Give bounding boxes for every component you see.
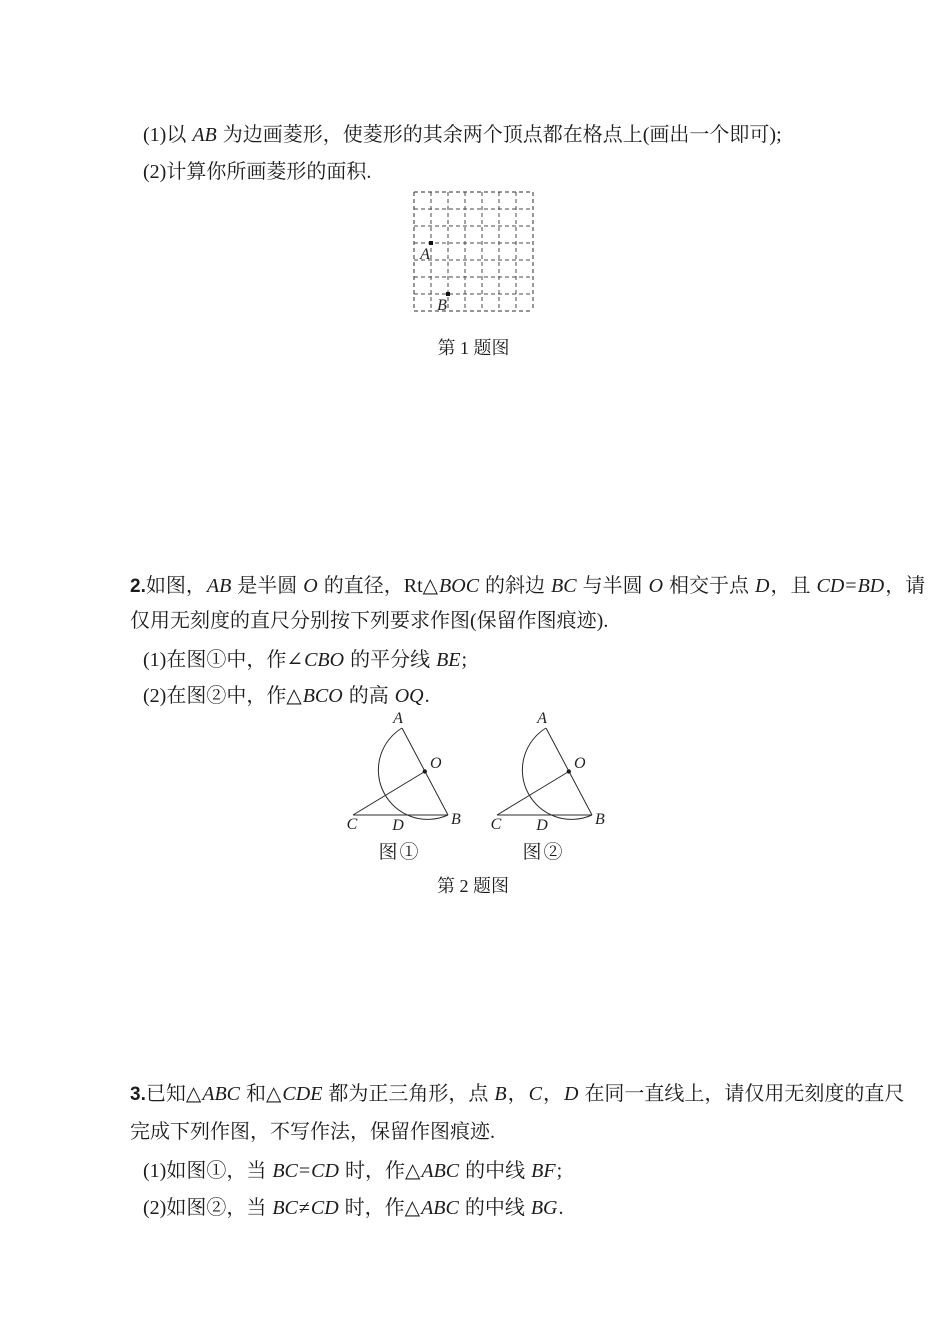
text-run: = [845,575,857,597]
problem2-statement-line-2 [130,610,608,632]
subfigure1-caption: 图① [378,842,421,863]
text-run: . [558,1197,564,1219]
grid-point-label: B [437,297,447,314]
math-text: AB [206,575,232,597]
text-run: 在同一直线上，请仅用无刻度的直尺 [579,1083,905,1105]
math-text: BE [436,649,461,671]
math-text: CD [310,1197,339,1219]
math-text: O [303,575,318,597]
text-run: ，且 [770,575,816,597]
math-text: BF [531,1160,556,1182]
figure2-caption: 第 2 题图 [437,876,509,896]
label-A: A [537,710,547,727]
math-text: BC [551,575,577,597]
math-text: BD [857,575,885,597]
label-C: C [490,816,502,833]
text-run: 的高 [343,685,394,707]
problem3-item-2 [143,1197,564,1219]
segment-CO [497,772,569,816]
text-run: (2)在图②中，作△ [143,685,302,707]
text-run: . [424,685,430,707]
text-run: 为边画菱形，使菱形的其余两个顶点都在格点上(画出一个即可); [217,124,782,146]
center-point-O [567,769,571,773]
text-run: 如图， [145,575,206,597]
math-text: B [494,1083,507,1105]
text-run: 的中线 [460,1160,531,1182]
grid-point-dot [446,292,450,296]
label-B: B [451,811,461,828]
text-run: 时，作△ [339,1160,421,1182]
problem2-item-1 [143,649,467,671]
math-text: BC [272,1197,298,1219]
text-run: = [298,1160,311,1182]
label-D: D [392,817,404,834]
problem2-item-2 [143,685,430,707]
text-run: (1)以 [143,124,192,146]
label-A: A [393,710,403,727]
label-O: O [574,755,586,772]
semicircle-figure-2 [476,706,611,838]
math-text: C [528,1083,542,1105]
problem-number: 3. [130,1084,146,1105]
text-run: ，请 [885,575,926,597]
text-run: ; [461,649,468,671]
problem1-item-2 [143,161,371,183]
math-text: OQ [394,685,424,707]
label-O: O [430,755,442,772]
text-run: 是半圆 [232,575,303,597]
center-point-O [423,769,427,773]
problem1-item-1 [143,124,782,146]
problem2-statement-line-1 [130,575,925,598]
text-run: 和△ [241,1083,282,1105]
math-text: BC [272,1160,298,1182]
text-run: ， [507,1083,528,1105]
math-text: CBO [304,649,345,671]
text-run: ， [542,1083,563,1105]
problem-number: 2. [130,576,146,597]
grid-point-dot [429,241,433,245]
text-run: 的平分线 [345,649,436,671]
figure1-caption: 第 1 题图 [437,338,510,358]
math-text: O [648,575,664,597]
math-text: ABC [202,1083,241,1105]
text-run: (2)如图②，当 [143,1197,272,1219]
grid-figure [411,189,536,314]
math-text: BG [530,1197,558,1219]
label-B: B [595,811,605,828]
math-text: D [755,575,770,597]
math-text: ABC [421,1160,460,1182]
math-text: AB [192,124,217,146]
text-run: (1)在图①中，作∠ [143,649,304,671]
subfigure2-caption: 图② [522,842,565,863]
text-run: 都为正三角形，点 [323,1083,494,1105]
math-text: CD [311,1160,339,1182]
text-run: 的斜边 [480,575,551,597]
text-run: (1)如图①，当 [143,1160,272,1182]
text-run: ≠ [298,1197,310,1219]
math-text: CDE [282,1083,323,1105]
semicircle-figure-1 [332,706,467,838]
text-run: 已知△ [145,1083,202,1105]
text-run: 时，作△ [339,1197,421,1219]
text-run: 仅用无刻度的直尺分别按下列要求作图(保留作图痕迹). [130,610,609,632]
label-C: C [346,816,358,833]
text-run: 完成下列作图，不写作法，保留作图痕迹. [130,1121,495,1143]
problem3-item-1 [143,1160,562,1182]
math-text: D [563,1083,579,1105]
math-text: BCO [302,685,343,707]
text-run: 的中线 [459,1197,530,1219]
math-text: ABC [421,1197,459,1219]
text-run: ; [556,1160,563,1182]
text-run: (2)计算你所画菱形的面积. [143,161,372,183]
segment-CO [353,772,425,816]
text-run: 的直径，Rt△ [318,575,439,597]
problem3-statement-line-2 [130,1121,495,1143]
semicircle-arc [522,728,592,819]
label-D: D [536,817,548,834]
text-run: 相交于点 [664,575,755,597]
semicircle-arc [378,728,448,819]
text-run: 与半圆 [577,575,648,597]
grid-point-label: A [420,246,430,263]
math-text: BOC [439,575,480,597]
math-text: CD [816,575,845,597]
problem3-statement-line-1 [130,1083,904,1106]
